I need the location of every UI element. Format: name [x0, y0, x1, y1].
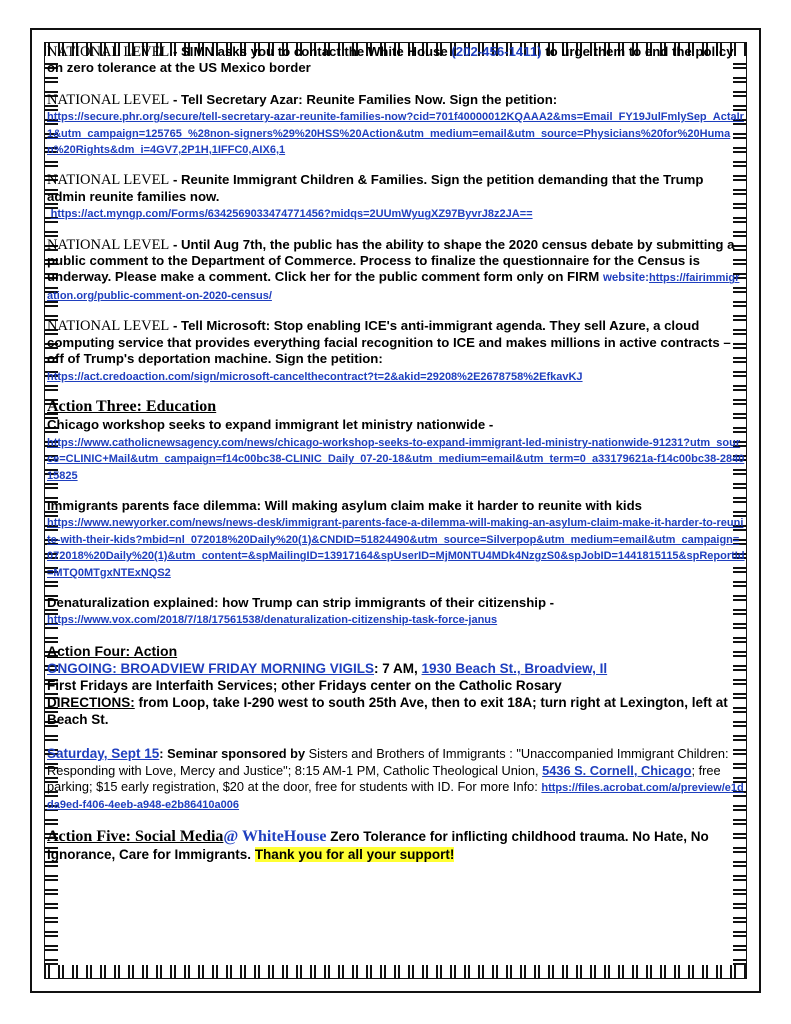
action-five-heading: Action Five: Social Media [47, 828, 224, 846]
whitehouse-handle[interactable]: @ WhiteHouse [223, 828, 327, 846]
national-level-label: NATIONAL LEVEL [47, 91, 170, 108]
item-text: - Tell Microsoft: Stop enabling ICE's anti-immigrant agenda. They sell Azure, a cloud computing service that provides everything facial recognition to ICE and makes millions in active contracts – off of Trump's deportation machine. Sign the petition: [47, 318, 731, 367]
national-item-3 [47, 172, 745, 221]
item-text: - Tell Secretary Azar: Reunite Families Now. Sign the petition: [169, 91, 558, 107]
action-four-heading: Action Four: Action [47, 642, 178, 659]
microsoft-petition-link[interactable]: https://act.credoaction.com/sign/microsoft-cancelthecontract?t=2&akid=29208%2E2678758%2EfkavKJ [47, 370, 583, 383]
directions-text: from Loop, take I-290 west to south 25th Ave, then to exit 18A; turn right at Lexington, left at Beach St. [47, 695, 728, 728]
item-text: Denaturalization explained: how Trump can strip immigrants of their citizenship - [47, 594, 555, 610]
education-item-3 [47, 595, 745, 628]
social-media-block [47, 828, 745, 864]
directions-label: DIRECTIONS: [47, 695, 135, 711]
national-level-label: NATIONAL LEVEL [47, 236, 170, 253]
white-house-phone[interactable]: (202-456-1411) [451, 44, 542, 59]
action-three-heading: Action Three: Education [47, 397, 217, 415]
item-text: to urge them to end the policy on zero tolerance at the US Mexico border [47, 44, 734, 76]
seminar-text: : "Unaccompanied Immigrant Children: Responding with Love, Mercy and Justice"; 8:15 AM-1 PM, Catholic Theological Union, [47, 746, 729, 778]
national-item-4 [47, 237, 745, 304]
census-comment-link[interactable]: https://fairimmigration.org/public-comment-on-2020-census/ [47, 272, 740, 302]
item-text: Immigrants parents face dilemma: Will making asylum claim make it harder to reunite with kids [47, 497, 642, 513]
vigil-address-link[interactable]: 1930 Beach St., Broadview, Il [421, 661, 608, 677]
item-text: - Until Aug 7th, the public has the ability to shape the 2020 census debate by submitting a public comment to the Department of Commerce. Process to finalize the questionnaire for the Census is underway. Please make a comment. Click her for the public comment form only on FIRM [47, 236, 735, 285]
thank-you-highlight: Thank you for all your support! [254, 847, 455, 863]
petition-link-azar[interactable]: https://secure.phr.org/secure/tell-secretary-azar-reunite-families-now?cid=701f40000012KQAAA2&ms=Email_FY19JulFmlySep_ActaIr1&utm_campaign=125765_%28non-signers%29%20HSS%20Action&utm_medium=email&utm_source=Physicians%20for%20Human%20Rights&dm_i=4GV7,2P1H,1IFFC0,AIX6,1 [47, 111, 744, 157]
vox-link[interactable]: https://www.vox.com/2018/7/18/17561538/denaturalization-citizenship-task-force-janus [47, 614, 498, 627]
seminar-org: Sisters and Brothers of Immigrants [308, 746, 506, 762]
vigil-title-link[interactable]: ONGOING: BROADVIEW FRIDAY MORNING VIGILS [47, 661, 375, 677]
national-item-1 [47, 44, 745, 77]
national-item-2 [47, 92, 745, 158]
national-level-label: NATIONAL LEVEL [47, 44, 170, 60]
vigil-note: First Fridays are Interfaith Services; other Fridays center on the Catholic Rosary [47, 678, 562, 694]
seminar-block [47, 746, 745, 812]
vigil-block [47, 660, 745, 728]
seminar-info-link[interactable]: https://files.acrobat.com/a/preview/e1dda9ed-f406-4eeb-a948-e2b86410a006 [47, 782, 744, 811]
vigil-time: : 7 AM, [374, 661, 422, 677]
catholic-news-link[interactable]: https://www.catholicnewsagency.com/news/chicago-workshop-seeks-to-expand-immigrant-led-ministry-nationwide-91231?utm_source=CLINIC+Mail&utm_campaign=f14c00bc38-CLINIC_Daily_07-20-18&utm_medium=email&utm_term=0_a33179621a-f14c00bc38-284015825 [47, 436, 745, 482]
website-label: website: [602, 272, 649, 285]
item-text: Chicago workshop seeks to expand immigrant let ministry nationwide - [47, 417, 494, 433]
national-level-label: NATIONAL LEVEL [47, 172, 170, 189]
education-item-2 [47, 498, 745, 580]
national-item-5 [47, 318, 745, 384]
education-item-1 [47, 417, 745, 483]
flyer-content [47, 44, 745, 864]
seminar-text: ; free parking; $15 early registration, $20 at the door, free for students with ID. For more Info: [47, 762, 721, 795]
new-yorker-link[interactable]: https://www.newyorker.com/news/news-desk/immigrant-parents-face-a-dilemma-will-making-an-asylum-claim-make-it-harder-to-reunite-with-their-kids?mbid=nl_072018%20Daily%20(1)&CNDID=51824490&utm_source=Silverpop&utm_medium=email&utm_campaign=072018%20Daily%20(1)&utm_content=&spMailingID=13917164&spUserID=MjM0NTU4MDk4NzgzS0&spJobID=1441815115&spReportId=MTQ0MTgxNTExNQS2 [47, 517, 745, 579]
seminar-text: : Seminar sponsored by [159, 746, 309, 762]
national-level-label: NATIONAL LEVEL [47, 318, 170, 335]
seminar-date-link[interactable]: Saturday, Sept 15 [47, 746, 160, 762]
seminar-address-link[interactable]: 5436 S. Cornell, Chicago [542, 762, 692, 778]
item-text: - SIMN asks you to contact the White House [169, 44, 452, 59]
petition-link-reunite[interactable]: https://act.myngp.com/Forms/6342569033474771456?midqs=2UUmWyugXZ97ByvrJ8z2JA== [50, 208, 533, 221]
item-text: - Reunite Immigrant Children & Families. Sign the petition demanding that the Trump admin reunite families now. [47, 172, 704, 204]
social-text: Zero Tolerance for inflicting childhood trauma. No Hate, No Ignorance, Care for Immigrants. [47, 829, 709, 863]
